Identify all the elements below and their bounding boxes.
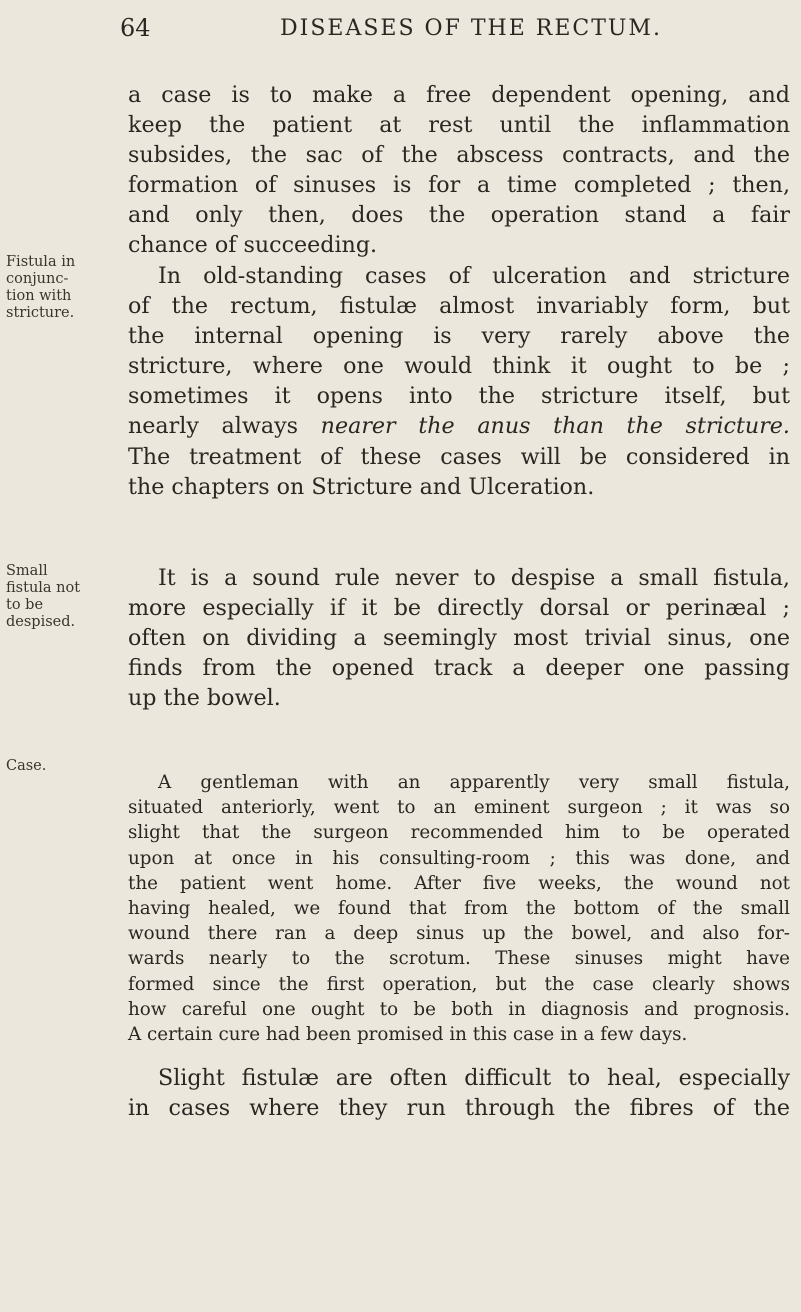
text-line: stricture, where one would think it ought to be ;: [128, 353, 790, 380]
text-line: often on dividing a seemingly most trivial sinus, one: [128, 625, 790, 652]
paragraph-slight-fistulae: [128, 1063, 790, 1123]
paragraph-stricture: [128, 261, 790, 502]
text-line: [128, 411, 790, 441]
text-line: keep the patient at rest until the inflammation: [128, 112, 790, 139]
text-line: of the rectum, fistulæ almost invariably form, but: [128, 293, 790, 320]
running-title: DISEASES OF THE RECTUM.: [280, 16, 662, 41]
text-line: a case is to make a free dependent opening, and: [128, 82, 790, 108]
text-line: sometimes it opens into the stricture itself, but: [128, 383, 790, 410]
margin-note-line: stricture.: [6, 305, 75, 321]
margin-note-small-fistula: [6, 563, 124, 631]
margin-note-line: tion with: [6, 288, 72, 304]
text-line: It is a sound rule never to despise a small fistula,: [158, 565, 790, 591]
text-line: the patient went home. After five weeks, the wound not: [128, 872, 790, 894]
text-line: upon at once in his consulting-room ; this was done, and: [128, 847, 790, 869]
text-line: formed since the first operation, but the case clearly shows: [128, 973, 790, 995]
page-header: [120, 14, 800, 54]
margin-note-line: despised.: [6, 614, 76, 630]
paragraph-case: [128, 770, 790, 1047]
text-line: and only then, does the operation stand a fair: [128, 202, 790, 229]
page-number: 64: [120, 14, 151, 42]
text-line: A gentleman with an apparently very small fistula,: [158, 772, 790, 793]
text-line: how careful one ought to be both in diagnosis and prognosis.: [128, 998, 790, 1020]
text-line: situated anteriorly, went to an eminent surgeon ; it was so: [128, 797, 790, 819]
text-line: A certain cure had been promised in this case in a few days.: [128, 1023, 688, 1045]
text-line: The treatment of these cases will be considered in: [128, 443, 790, 470]
margin-note-fistula-stricture: [6, 254, 124, 322]
paragraph-continuation: [128, 80, 790, 261]
text-line: up the bowel.: [128, 685, 281, 712]
margin-note-line: conjunc-: [6, 271, 69, 287]
margin-note-line: to be: [6, 597, 44, 613]
margin-note-line: Fistula in: [6, 254, 76, 270]
text-line: Slight fistulæ are often difficult to heal, especially: [158, 1065, 790, 1091]
paragraph-small-fistula: [128, 563, 790, 713]
margin-note-line: fistula not: [6, 580, 81, 596]
text-line: wards nearly to the scrotum. These sinuses might have: [128, 948, 790, 970]
text-line: wound there ran a deep sinus up the bowel, and also for-: [128, 923, 790, 945]
text-line: more especially if it be directly dorsal or perinæal ;: [128, 595, 790, 622]
text-line: chance of succeeding.: [128, 232, 378, 259]
text-line: slight that the surgeon recommended him to be operated: [128, 822, 790, 844]
text-line: the internal opening is very rarely above the: [128, 323, 790, 350]
text-line: formation of sinuses is for a time completed ; then,: [128, 172, 790, 199]
margin-note-case: [6, 758, 124, 775]
text-line: finds from the opened track a deeper one passing: [128, 655, 790, 682]
text-line: In old-standing cases of ulceration and stricture: [158, 263, 790, 289]
margin-note-line: Small: [6, 563, 48, 579]
text-line: the chapters on Stricture and Ulceration.: [128, 473, 595, 500]
text-line: in cases where they run through the fibres of the: [128, 1095, 790, 1122]
text-line: subsides, the sac of the abscess contracts, and the: [128, 142, 790, 169]
text-run: nearly always: [128, 413, 321, 440]
margin-note-line: Case.: [6, 758, 47, 774]
italic-text: nearer the anus than the stricture.: [320, 413, 790, 440]
text-line: having healed, we found that from the bottom of the small: [128, 897, 790, 919]
